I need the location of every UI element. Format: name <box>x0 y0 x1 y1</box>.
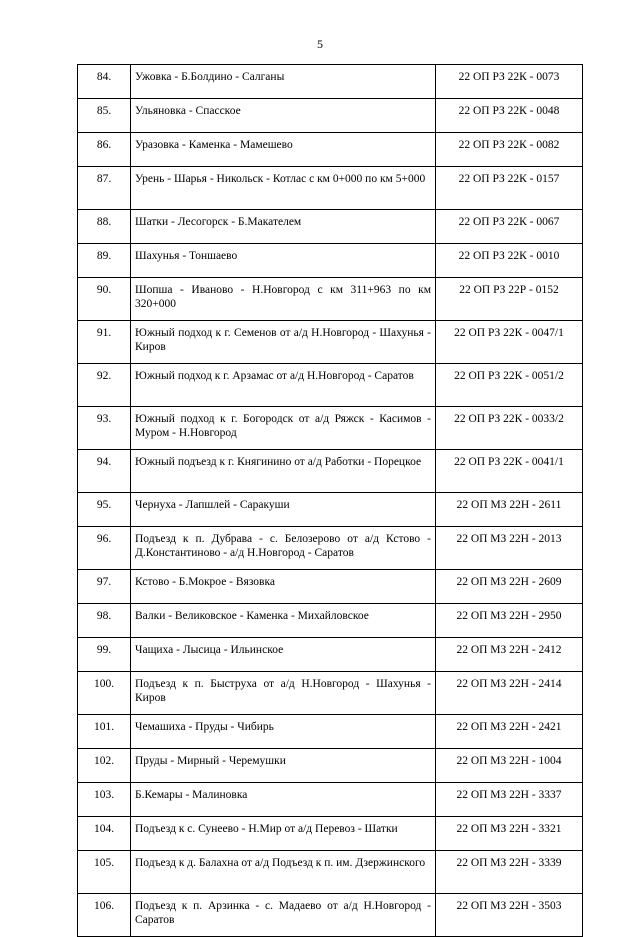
road-name: Подъезд к п. Арзинка - с. Мадаево от а/д Н.Новгород - Саратов <box>131 894 436 937</box>
road-code: 22 ОП МЗ 22Н - 2950 <box>436 604 583 638</box>
table-row <box>78 570 583 604</box>
table-row <box>78 493 583 527</box>
road-name: Пруды - Мирный - Черемушки <box>131 749 436 783</box>
table-row <box>78 672 583 715</box>
road-code: 22 ОП МЗ 22Н - 2412 <box>436 638 583 672</box>
road-name: Шатки - Лесогорск - Б.Макателем <box>131 210 436 244</box>
road-code: 22 ОП МЗ 22Н - 1004 <box>436 749 583 783</box>
road-code: 22 ОП МЗ 22Н - 2609 <box>436 570 583 604</box>
roads-table <box>77 64 583 937</box>
road-code: 22 ОП МЗ 22Н - 3321 <box>436 817 583 851</box>
table-row <box>78 817 583 851</box>
row-number: 93. <box>78 407 131 450</box>
table-row <box>78 364 583 407</box>
table-row <box>78 210 583 244</box>
row-number: 89. <box>78 244 131 278</box>
road-code: 22 ОП МЗ 22Н - 2013 <box>436 527 583 570</box>
road-name: Кстово - Б.Мокрое - Вязовка <box>131 570 436 604</box>
road-code: 22 ОП МЗ 22Н - 2414 <box>436 672 583 715</box>
table-row <box>78 244 583 278</box>
row-number: 88. <box>78 210 131 244</box>
table-row <box>78 894 583 937</box>
road-name: Чащиха - Лысица - Ильинское <box>131 638 436 672</box>
row-number: 102. <box>78 749 131 783</box>
row-number: 95. <box>78 493 131 527</box>
table-row <box>78 715 583 749</box>
row-number: 84. <box>78 65 131 99</box>
road-name: Чернуха - Лапшлей - Саракуши <box>131 493 436 527</box>
row-number: 94. <box>78 450 131 493</box>
road-name: Урень - Шарья - Никольск - Котлас с км 0+000 по км 5+000 <box>131 167 436 210</box>
table-row <box>78 527 583 570</box>
road-code: 22 ОП РЗ 22К - 0041/1 <box>436 450 583 493</box>
table-row <box>78 604 583 638</box>
road-name: Шахунья - Тоншаево <box>131 244 436 278</box>
road-name: Уразовка - Каменка - Мамешево <box>131 133 436 167</box>
road-code: 22 ОП РЗ 22К - 0051/2 <box>436 364 583 407</box>
road-code: 22 ОП МЗ 22Н - 2421 <box>436 715 583 749</box>
road-code: 22 ОП РЗ 22Р - 0152 <box>436 278 583 321</box>
table-row <box>78 167 583 210</box>
road-code: 22 ОП РЗ 22К - 0033/2 <box>436 407 583 450</box>
road-code: 22 ОП РЗ 22К - 0067 <box>436 210 583 244</box>
row-number: 90. <box>78 278 131 321</box>
road-code: 22 ОП РЗ 22К - 0010 <box>436 244 583 278</box>
table-row <box>78 450 583 493</box>
table-row <box>78 749 583 783</box>
road-name: Чемашиха - Пруды - Чибирь <box>131 715 436 749</box>
table-row <box>78 321 583 364</box>
road-name: Подъезд к д. Балахна от а/д Подъезд к п. им. Дзержинского <box>131 851 436 894</box>
road-code: 22 ОП МЗ 22Н - 2611 <box>436 493 583 527</box>
table-row <box>78 133 583 167</box>
row-number: 98. <box>78 604 131 638</box>
road-code: 22 ОП МЗ 22Н - 3337 <box>436 783 583 817</box>
row-number: 103. <box>78 783 131 817</box>
road-code: 22 ОП РЗ 22К - 0073 <box>436 65 583 99</box>
row-number: 104. <box>78 817 131 851</box>
road-name: Шопша - Иваново - Н.Новгород с км 311+963 по км 320+000 <box>131 278 436 321</box>
road-code: 22 ОП РЗ 22К - 0157 <box>436 167 583 210</box>
row-number: 105. <box>78 851 131 894</box>
road-code: 22 ОП РЗ 22К - 0082 <box>436 133 583 167</box>
road-code: 22 ОП МЗ 22Н - 3503 <box>436 894 583 937</box>
row-number: 92. <box>78 364 131 407</box>
road-name: Ужовка - Б.Болдино - Салганы <box>131 65 436 99</box>
road-name: Подъезд к п. Быструха от а/д Н.Новгород - Шахунья - Киров <box>131 672 436 715</box>
road-name: Подъезд к с. Сунеево - Н.Мир от а/д Перевоз - Шатки <box>131 817 436 851</box>
road-name: Б.Кемары - Малиновка <box>131 783 436 817</box>
road-name: Южный подъезд к г. Княгинино от а/д Работки - Порецкое <box>131 450 436 493</box>
row-number: 87. <box>78 167 131 210</box>
road-name: Ульяновка - Спасское <box>131 99 436 133</box>
road-code: 22 ОП РЗ 22К - 0047/1 <box>436 321 583 364</box>
table-row <box>78 407 583 450</box>
row-number: 85. <box>78 99 131 133</box>
road-name: Подъезд к п. Дубрава - с. Белозерово от а/д Кстово - Д.Константиново - а/д Н.Новгород - Саратов <box>131 527 436 570</box>
table-row <box>78 65 583 99</box>
row-number: 97. <box>78 570 131 604</box>
row-number: 106. <box>78 894 131 937</box>
table-row <box>78 851 583 894</box>
row-number: 86. <box>78 133 131 167</box>
road-name: Южный подход к г. Семенов от а/д Н.Новгород - Шахунья - Киров <box>131 321 436 364</box>
page-number: 5 <box>317 37 323 51</box>
road-code: 22 ОП РЗ 22К - 0048 <box>436 99 583 133</box>
row-number: 96. <box>78 527 131 570</box>
road-name: Валки - Великовское - Каменка - Михайловское <box>131 604 436 638</box>
row-number: 100. <box>78 672 131 715</box>
road-name: Южный подход к г. Богородск от а/д Ряжск - Касимов - Муром - Н.Новгород <box>131 407 436 450</box>
table-row <box>78 278 583 321</box>
row-number: 99. <box>78 638 131 672</box>
row-number: 91. <box>78 321 131 364</box>
table-row <box>78 638 583 672</box>
row-number: 101. <box>78 715 131 749</box>
road-code: 22 ОП МЗ 22Н - 3339 <box>436 851 583 894</box>
table-row <box>78 99 583 133</box>
table-row <box>78 783 583 817</box>
road-name: Южный подход к г. Арзамас от а/д Н.Новгород - Саратов <box>131 364 436 407</box>
